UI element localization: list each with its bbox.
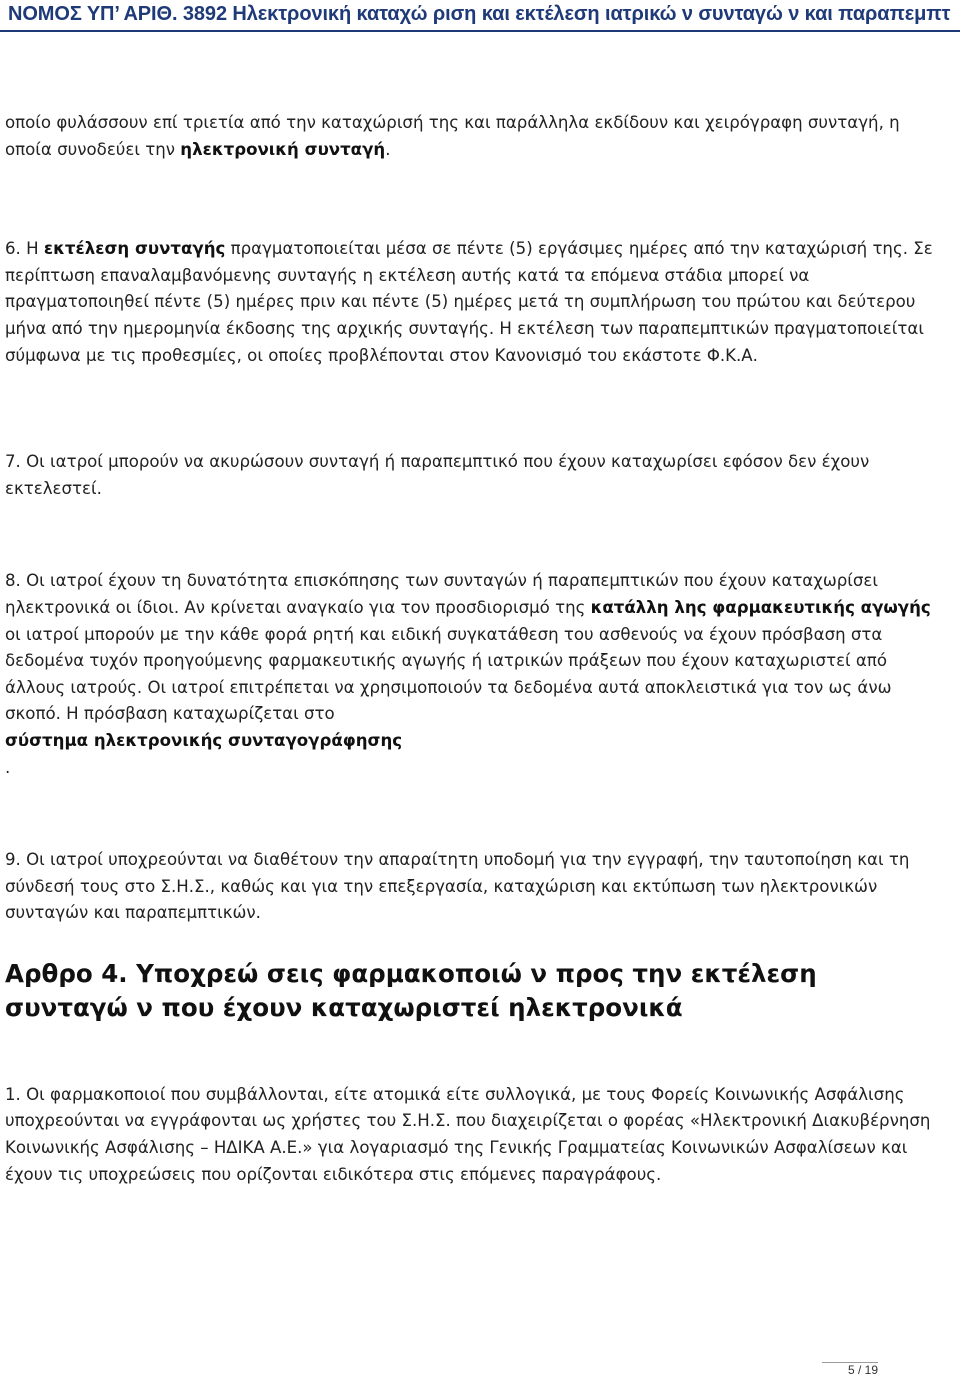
header-title: ΝΟΜΟΣ ΥΠ’ ΑΡΙΘ. 3892 Ηλεκτρονική καταχώ ριση και εκτέλεση ιατρικώ ν συνταγώ ν και παραπεμπτ xyxy=(8,3,951,25)
paragraph-intro xyxy=(5,110,945,163)
paragraph-8-bold-2: σύστημα ηλεκτρονικής συνταγογράφησης xyxy=(5,730,403,750)
spacer xyxy=(5,163,945,236)
paragraph-6-text: πραγματοποιείται μέσα σε πέντε (5) εργάσιμες ημέρες από την καταχώρισή της. Σε περίπτωση επαναλαμβανόμενης συνταγής η εκτέλεση αυτής κατά τα επόμενα στάδια μπορεί να πραγματοποιηθεί πέντε (5) ημέρες πριν και πέντε (5) ημέρες μετά τη συμπλήρωση του πρώτου και δεύτερου μήνα από την ημερομηνία έκδοσης της αρχικής συνταγής. Η εκτέλεση των παραπεμπτικών πραγματοποιείται σύμφωνα με τις προθεσμίες, οι οποίες προβλέπονται στον Κανονισμό του εκάστοτε Φ.Κ.Α. xyxy=(5,239,933,365)
header-divider xyxy=(0,30,960,32)
paragraph-7: 7. Οι ιατροί μπορούν να ακυρώσουν συνταγή ή παραπεμπτικό που έχουν καταχωρίσει εφόσον δεν έχουν εκτελεστεί. xyxy=(5,452,870,498)
paragraph-6-bold: εκτέλεση συνταγής xyxy=(43,239,226,259)
paragraph-8-end: . xyxy=(5,757,11,777)
article-4-paragraph-1: 1. Οι φαρμακοποιοί που συμβάλλονται, είτε ατομικά είτε συλλογικά, με τους Φορείς Κοινωνικής Ασφάλισης υποχρεούνται να εγγράφονται ως χρήστες του Σ.Η.Σ. που διαχειρίζεται ο φορέας «Ηλεκτρονική Διακυβέρνηση Κοινωνικής Ασφάλισης – ΗΔΙΚΑ Α.Ε.» για λογαριασμό της Γενικής Γραμματείας Κοινωνικών Ασφαλίσεων και έχουν τις υποχρεώσεις που ορίζονται ειδικότερα στις επόμενες παραγράφους. xyxy=(5,1084,931,1184)
document-body xyxy=(5,110,945,1188)
paragraph-6 xyxy=(5,236,945,369)
page-footer xyxy=(0,1356,960,1382)
paragraph-9: 9. Οι ιατροί υποχρεούνται να διαθέτουν την απαραίτητη υποδομή για την εγγραφή, την ταυτοποίηση και τη σύνδεσή τους στο Σ.Η.Σ., καθώς και για την επεξεργασία, καταχώριση και εκτύπωση των ηλεκτρονικών συνταγών και παραπεμπτικών. xyxy=(5,850,910,923)
paragraph-8-text: 8. Οι ιατροί έχουν τη δυνατότητα επισκόπησης των συνταγών ή παραπεμπτικών που έχουν καταχωρίσει ηλεκτρονικά οι ίδιοι. Αν κρίνεται αναγκαίο για τον προσδιορισμό της xyxy=(5,571,878,617)
document-header xyxy=(0,0,960,30)
spacer xyxy=(5,369,945,449)
paragraph-intro-text: οποίο φυλάσσουν επί τριετία από την καταχώρισή της και παράλληλα εκδίδουν και χειρόγραφη συνταγή, η οποία συνοδεύει την xyxy=(5,113,900,159)
paragraph-intro-bold: ηλεκτρονική συνταγή xyxy=(180,139,386,159)
article-heading: Αρθρο 4. Υποχρεώ σεις φαρμακοποιώ ν προς την εκτέλεση συνταγώ ν που έχουν καταχωριστεί ηλεκτρονικά xyxy=(5,958,817,1023)
spacer xyxy=(5,781,945,847)
paragraph-8-bold-1: κατάλλη λης φαρμακευτικής αγωγής xyxy=(590,597,931,617)
page-number: 5 / 19 xyxy=(847,1363,878,1377)
paragraph-8-text-2: οι ιατροί μπορούν με την κάθε φορά ρητή και ειδική συγκατάθεση του ασθενούς να έχουν πρόσβαση στα δεδομένα τυχόν προηγούμενης φαρμακευτικής αγωγής ή ιατρικών πράξεων που έχουν καταχωριστεί από άλλους ιατρούς. Οι ιατροί επιτρέπεται να χρησιμοποιούν τα δεδομένα αυτά αποκλειστικά για τον ως άνω σκοπό. Η πρόσβαση καταχωρίζεται στο xyxy=(5,624,892,724)
spacer xyxy=(5,502,945,568)
paragraph-intro-end: . xyxy=(385,139,391,159)
spacer xyxy=(5,1026,945,1082)
spacer xyxy=(5,927,945,957)
paragraph-8 xyxy=(5,568,945,781)
paragraph-6-start: 6. Η xyxy=(5,239,44,259)
